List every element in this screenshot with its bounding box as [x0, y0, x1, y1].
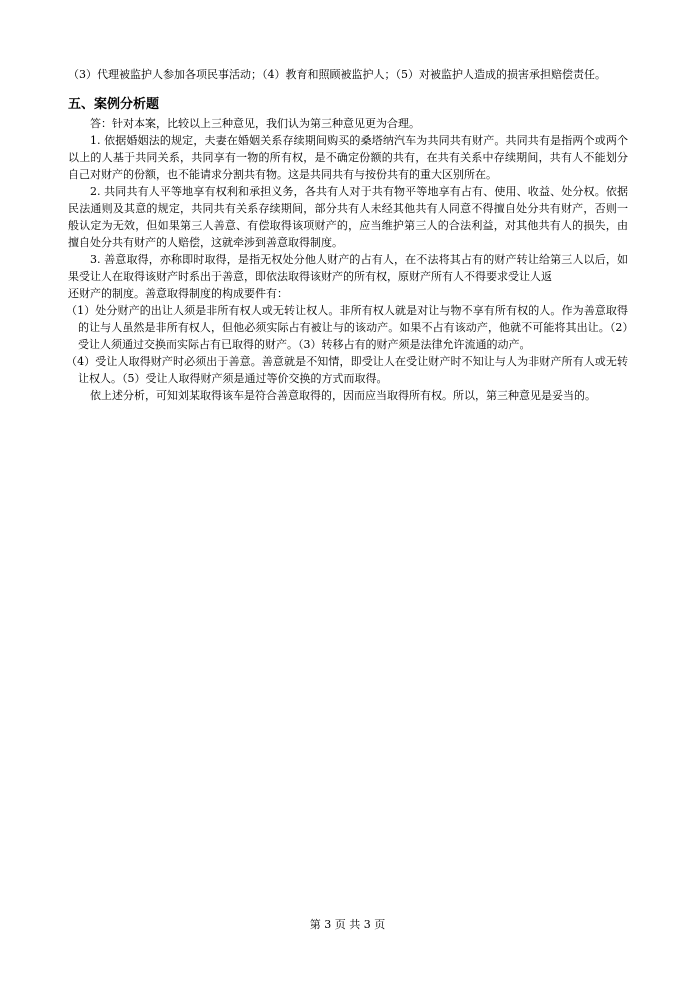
conclusion-paragraph: 依上述分析，可知刘某取得该车是符合善意取得的，因而应当取得所有权。所以，第三种意见是妥当的。 — [90, 389, 596, 402]
guardian-duties-paragraph: （3）代理被监护人参加各项民事活动；（4）教育和照顾被监护人；（5）对被监护人造成的损害承担赔偿责任。 — [68, 68, 606, 81]
conditions-1-to-3: （1）处分财产的出让人须是非所有权人或无转让权人。非所有权人就是对让与物不享有所有权的人。作为善意取得的让与人虽然是非所有权人，但他必须实际占有被让与的该动产。如果不占有该动产，他就不可能将其出让。（2）受让人须通过交换而实际占有已取得的财产。（3）转移占有的财产须是法律允许流通的动产。 — [66, 304, 628, 351]
analysis-point-1: 1. 依据婚姻法的规定，夫妻在婚姻关系存续期间购买的桑塔纳汽车为共同共有财产。共同共有是指两个或两个以上的人基于共同关系，共同享有一物的所有权，是不确定份额的共有，在共有关系中存续期间，共有人不能划分自己对财产的份额，也不能请求分割共有物。这是共同共有与按份共有的重大区别所在。 — [68, 134, 628, 181]
conditions-4-to-5: （4）受让人取得财产时必须出于善意。善意就是不知情，即受让人在受让财产时不知让与人为非财产所有人或无转让权人。（5）受让人取得财产须是通过等价交换的方式而取得。 — [66, 355, 628, 385]
analysis-point-3: 3. 善意取得，亦称即时取得，是指无权处分他人财产的占有人，在不法将其占有的财产转让给第三人以后，如果受让人在取得该财产时系出于善意，即依法取得该财产的所有权，原财产所有人不得要求受让人返 — [68, 253, 628, 283]
answer-intro: 答：针对本案，比较以上三种意见，我们认为第三种意见更为合理。 — [90, 117, 420, 130]
analysis-point-3-continued: 还财产的制度。善意取得制度的构成要件有： — [68, 287, 288, 300]
document-body — [68, 66, 628, 404]
analysis-point-2: 2. 共同共有人平等地享有权利和承担义务，各共有人对于共有物平等地享有占有、使用、收益、处分权。依据民法通则及其意的规定，共同共有关系存续期间，部分共有人未经其他共有人同意不得擅自处分共有财产，否则一般认定为无效，但如果第三人善意、有偿取得该项财产的，应当维护第三人的合法利益，对其他共有人的损失，由擅自处分共有财产的人赔偿，这就牵涉到善意取得制度。 — [68, 185, 628, 249]
page-number-footer: 第 3 页 共 3 页 — [309, 918, 386, 931]
section-heading: 五、案例分析题 — [68, 97, 160, 112]
